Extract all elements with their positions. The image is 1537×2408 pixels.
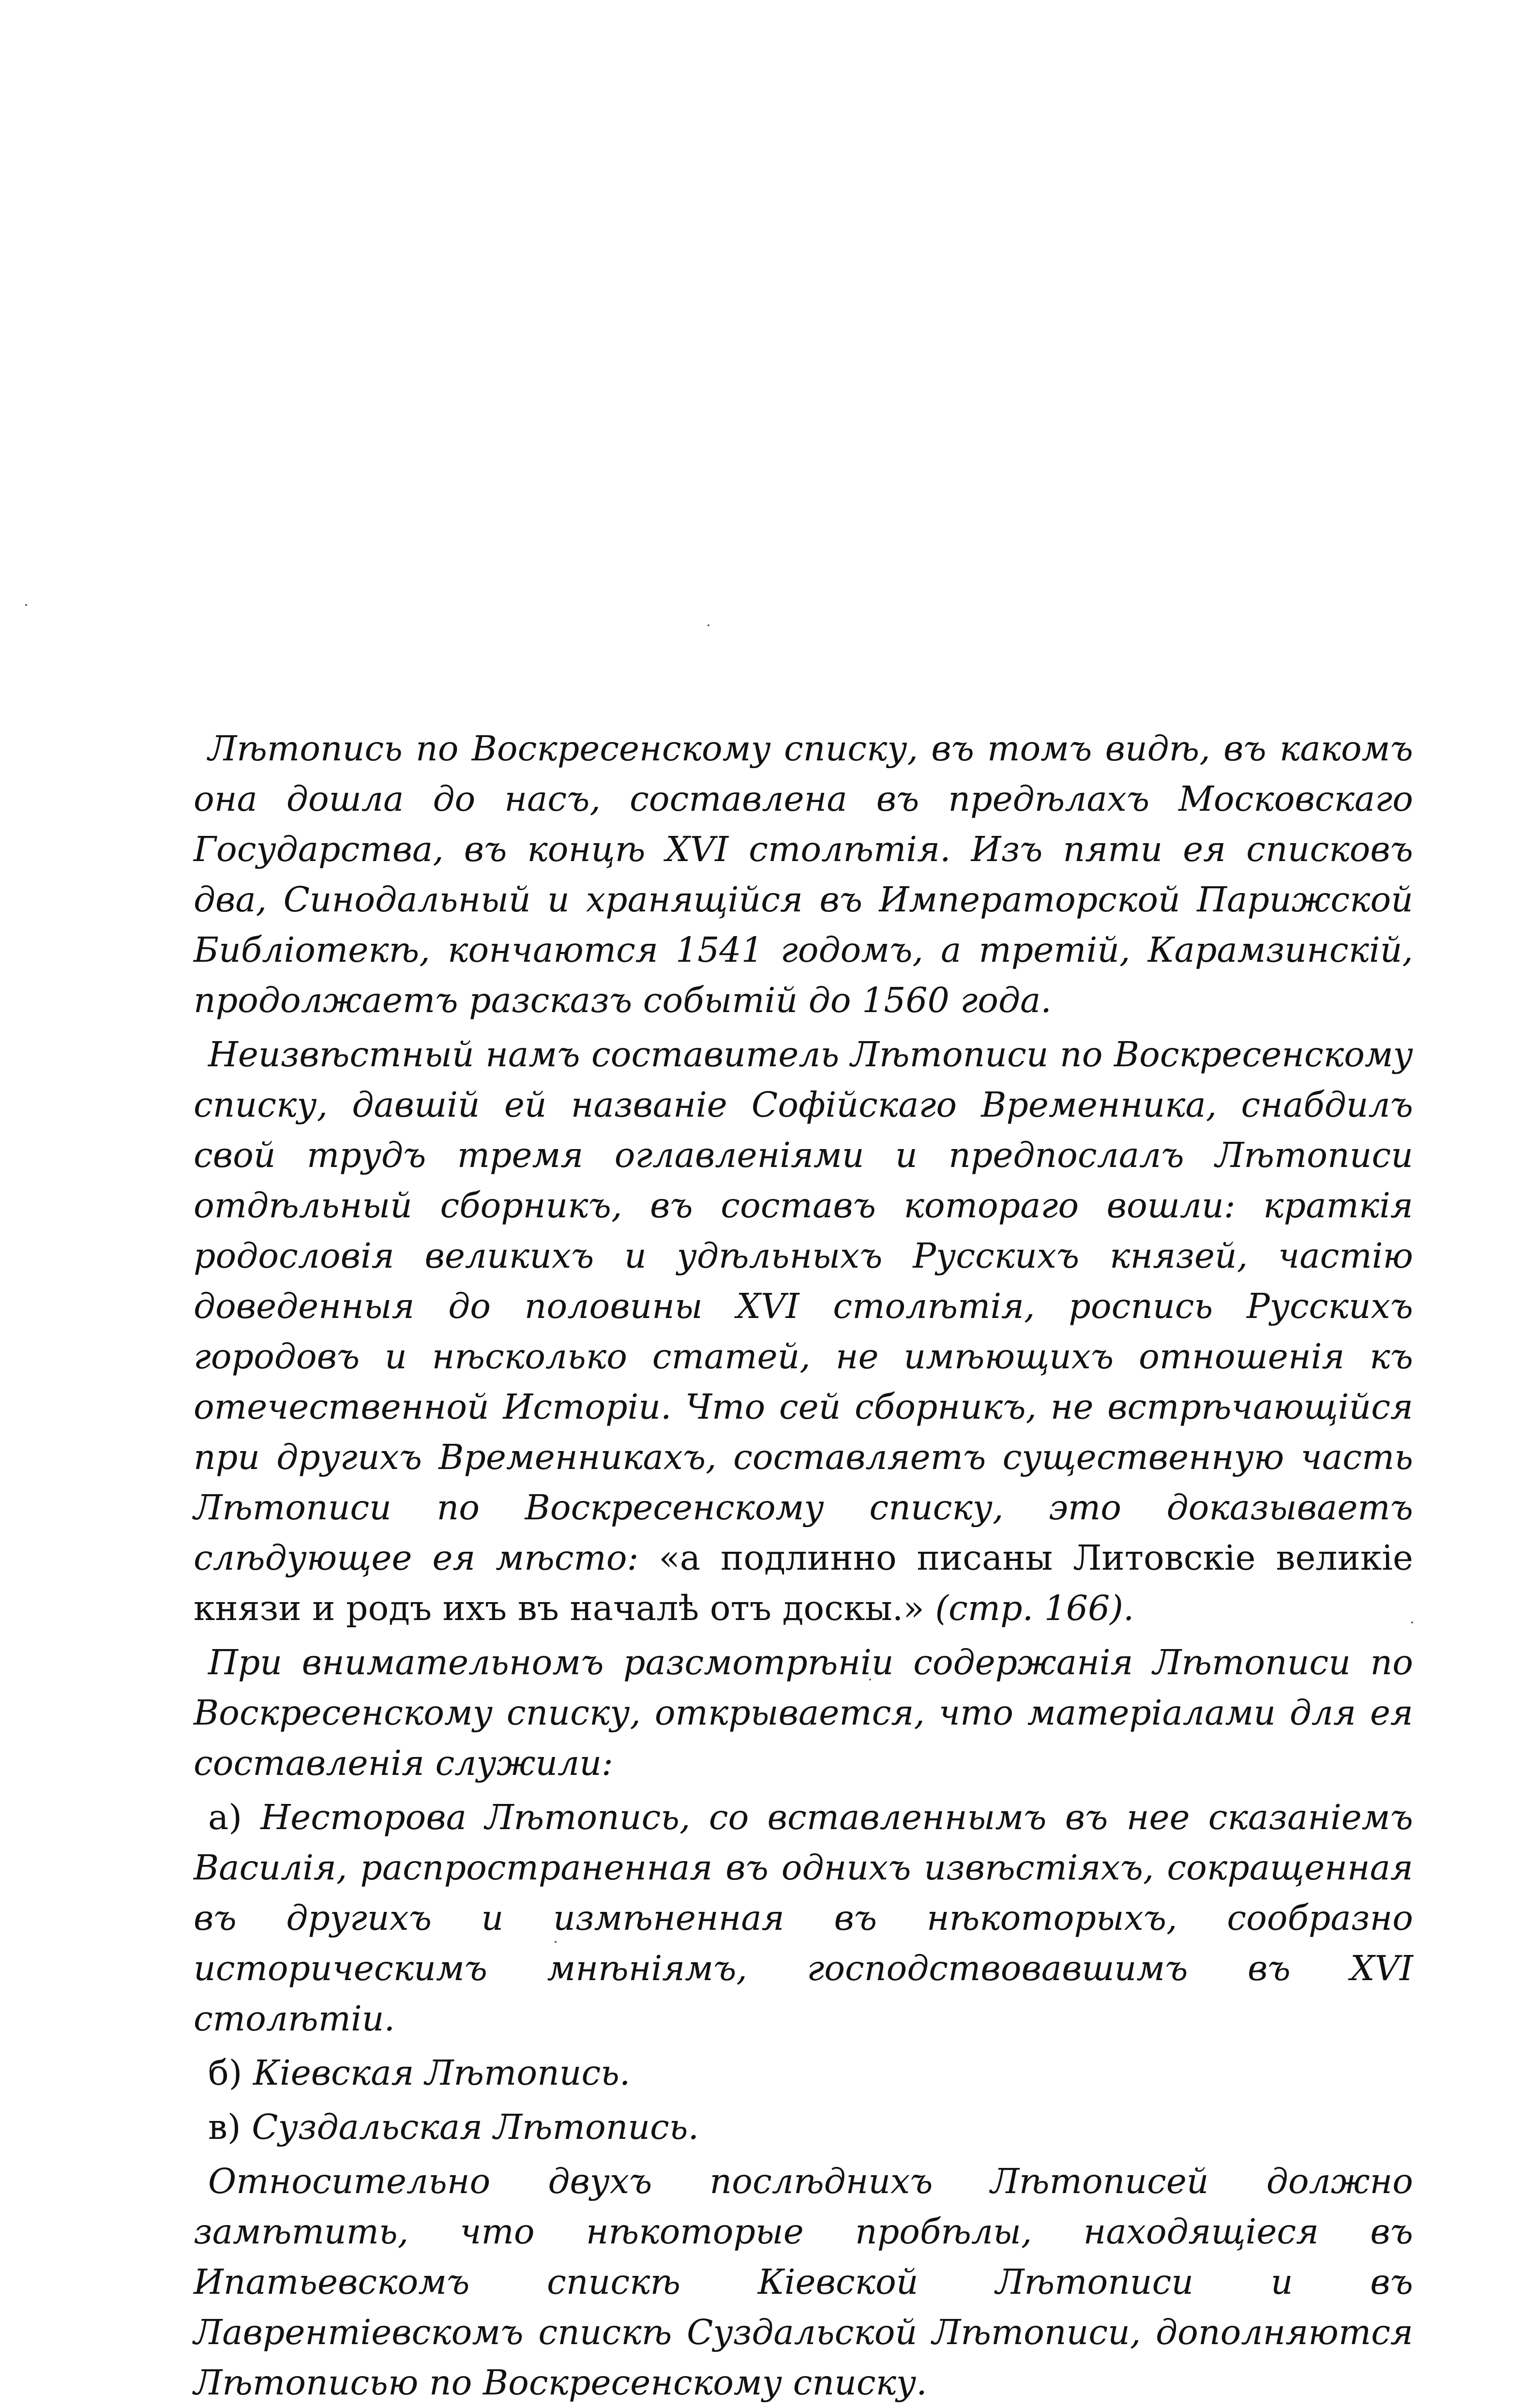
paragraph-2-text: Неизвѣстный намъ составитель Лѣтописи по Воскресенскому списку, давшій ей названіе Софійскаго Временника, снабдилъ свой трудъ тремя оглавленіями и предпослалъ Лѣтописи отдѣльный сборникъ, въ составъ котораго вошли: краткія родословія великихъ и удѣльныхъ Русскихъ князей, частію доведенныя до половины XVI столѣтія, роспись Русскихъ городовъ и нѣсколько статей, не имѣющихъ отношенія къ отечественной Исторіи. Что сей сборникъ, не встрѣчающійся при другихъ Временникахъ, составляетъ существенную часть Лѣтописи по Воскресенскому списку, это доказываетъ слѣдующее ея мѣсто: (194, 1034, 1413, 1578)
list-item-c-marker: в) (208, 2107, 241, 2147)
list-item-a-marker: а) (208, 1797, 242, 1837)
paragraph-2-page-ref: (стр. 166). (935, 1588, 1134, 1628)
list-item-b (194, 2048, 1413, 2098)
paragraph-4 (194, 2156, 1413, 2408)
scan-speck (708, 624, 709, 626)
list-item-b-marker: б) (208, 2053, 242, 2093)
list-item-c-text: Суздальская Лѣтопись. (252, 2107, 699, 2147)
paragraph-2-quote: «а подлинно писаны Литовскіе великіе князи и родъ ихъ въ началѣ отъ доскы.» (194, 1538, 1414, 1628)
list-item-a-text: Несторова Лѣтопись, со вставленнымъ въ нее сказаніемъ Василія, распространенная въ однихъ извѣстіяхъ, сокращенная въ другихъ и измѣненная въ нѣкоторыхъ, сообразно историческимъ мнѣніямъ, господствовавшимъ въ XVI столѣтіи. (194, 1797, 1413, 2039)
document-body (194, 724, 1413, 2408)
paragraph-3-text: При внимательномъ разсмотрѣніи содержанія Лѣтописи по Воскресенскому списку, открывается, что матеріалами для ея составленія служили: (194, 1642, 1413, 1783)
list-item-c (194, 2102, 1413, 2152)
paragraph-1 (194, 724, 1413, 1026)
paragraph-3 (194, 1637, 1413, 1788)
paragraph-2 (194, 1030, 1413, 1634)
paragraph-1-text: Лѣтопись по Воскресенскому списку, въ томъ видѣ, въ какомъ она дошла до насъ, составлена въ предѣлахъ Московскаго Государства, въ концѣ XVI столѣтія. Изъ пяти ея списковъ два, Синодальный и хранящійся въ Императорской Парижской Библіотекѣ, кончаются 1541 годомъ, а третій, Карамзинскій, продолжаетъ разсказъ событій до 1560 года. (194, 728, 1413, 1020)
paragraph-4-text: Относительно двухъ послѣднихъ Лѣтописей должно замѣтить, что нѣкоторые пробѣлы, находящіеся въ Ипатьевскомъ спискѣ Кіевской Лѣтописи и въ Лаврентіевскомъ спискѣ Суздальской Лѣтописи, дополняются Лѣтописью по Воскресенскому списку. (194, 2161, 1413, 2403)
list-item-a (194, 1792, 1413, 2044)
scan-speck (25, 604, 27, 606)
list-item-b-text: Кіевская Лѣтопись. (253, 2053, 631, 2093)
